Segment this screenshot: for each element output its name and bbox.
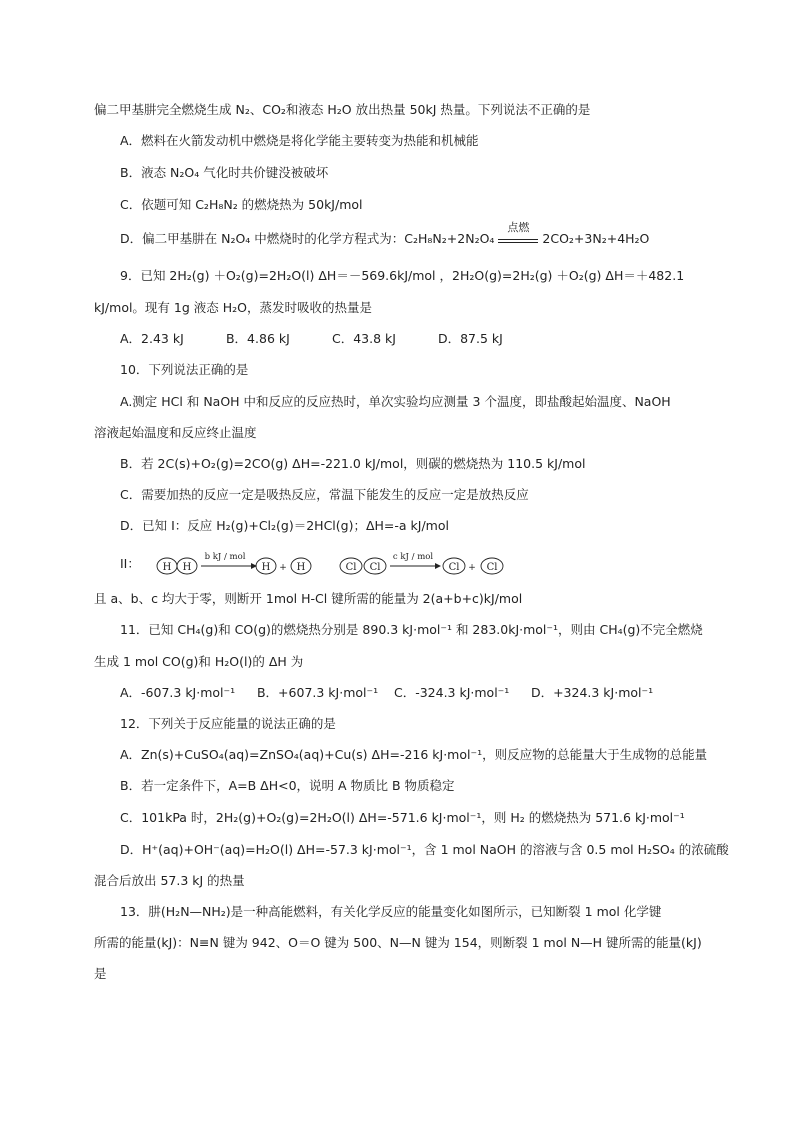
q10-conclusion: 且 a、b、c 均大于零，则断开 1mol H-Cl 键所需的能量为 2(a+b+c)kJ/mol <box>94 591 523 606</box>
q12-option-d-line2: 混合后放出 57.3 kJ 的热量 <box>94 873 245 888</box>
cl-atom-free-2: Cl <box>486 562 498 573</box>
q12-stem: 12．下列关于反应能量的说法正确的是 <box>120 716 336 731</box>
q9-option-c: C．43.8 kJ <box>331 331 396 346</box>
q11-option-b: B．+607.3 kJ·mol⁻¹ <box>256 685 379 700</box>
q11-option-a: A．-607.3 kJ·mol⁻¹ <box>120 685 236 700</box>
q13-stem-line1: 13．肼(H₂N—NH₂)是一种高能燃料，有关化学反应的能量变化如图所示，已知断裂 1 mol 化学键 <box>120 904 662 919</box>
q11-stem-line2: 生成 1 mol CO(g)和 H₂O(l)的 ΔH 为 <box>94 654 304 669</box>
q9-option-a: A．2.43 kJ <box>120 331 184 346</box>
q12-option-a: A．Zn(s)+CuSO₄(aq)=ZnSO₄(aq)+Cu(s) ΔH=-216 kJ·mol⁻¹，则反应物的总能量大于生成物的总能量 <box>120 747 708 762</box>
q11-options <box>120 685 653 701</box>
q9-stem-line1: 9．已知 2H₂(g) ＋O₂(g)=2H₂O(l) ΔH＝－569.6kJ/mol ，2H₂O(g)=2H₂(g) ＋O₂(g) ΔH＝＋482.1 <box>120 268 685 283</box>
q11-option-c: C．-324.3 kJ·mol⁻¹ <box>393 685 510 700</box>
intro-text: 偏二甲基肼完全燃烧生成 N₂、CO₂和液态 H₂O 放出热量 50kJ 热量。下列说法不正确的是 <box>94 102 591 117</box>
h-atom-left: H <box>162 562 172 573</box>
q8-option-b: B．液态 N₂O₄ 气化时共价键没被破坏 <box>120 165 329 180</box>
q10-ii-label: II： <box>120 556 140 571</box>
h-atom-free-1: H <box>261 562 271 573</box>
plus-sign-2: + <box>468 563 476 573</box>
q12-option-b: B．若一定条件下，A=B ΔH<0，说明 A 物质比 B 物质稳定 <box>120 778 455 793</box>
q12-option-d-line1: D．H⁺(aq)+OH⁻(aq)=H₂O(l) ΔH=-57.3 kJ·mol⁻¹，含 1 mol NaOH 的溶液与含 0.5 mol H₂SO₄ 的浓硫酸 <box>120 842 729 857</box>
q9-option-b: B．4.86 kJ <box>225 331 290 346</box>
cl-atom-free-1: Cl <box>448 562 460 573</box>
q10-stem: 10．下列说法正确的是 <box>120 362 249 377</box>
q9-option-d: D．87.5 kJ <box>437 331 503 346</box>
bond-breaking-diagram <box>155 550 515 582</box>
c-energy-label: c kJ / mol <box>392 552 434 562</box>
q13-stem-line3: 是 <box>94 966 107 981</box>
q9-stem-line2: kJ/mol。现有 1g 液态 H₂O，蒸发时吸收的热量是 <box>94 300 372 315</box>
cl-atom-right: Cl <box>369 562 381 573</box>
h-atom-free-2: H <box>296 562 306 573</box>
q12-option-c: C．101kPa 时，2H₂(g)+O₂(g)=2H₂O(l) ΔH=-571.6 kJ·mol⁻¹，则 H₂ 的燃烧热为 571.6 kJ·mol⁻¹ <box>120 810 685 825</box>
q8-option-d <box>120 221 650 247</box>
q10-option-d: D．已知 I：反应 H₂(g)+Cl₂(g)＝2HCl(g)；ΔH=-a kJ/mol <box>120 518 449 533</box>
q13-stem-line2: 所需的能量(kJ)：N≡N 键为 942、O＝O 键为 500、N—N 键为 154，则断裂 1 mol N—H 键所需的能量(kJ) <box>94 935 702 950</box>
q8-option-c: C．依题可知 C₂H₈N₂ 的燃烧热为 50kJ/mol <box>120 197 363 212</box>
q10-option-a-line2: 溶液起始温度和反应终止温度 <box>94 425 257 440</box>
q11-stem-line1: 11．已知 CH₄(g)和 CO(g)的燃烧热分别是 890.3 kJ·mol⁻¹ 和 283.0kJ·mol⁻¹，则由 CH₄(g)不完全燃烧 <box>120 622 703 637</box>
b-energy-label: b kJ / mol <box>204 552 246 562</box>
cl-atom-left: Cl <box>345 562 357 573</box>
ignition-condition: 点燃 <box>507 221 530 234</box>
ignition-arrow <box>498 221 538 243</box>
q9-options <box>120 331 503 347</box>
q8-option-d-products: 2CO₂+3N₂+4H₂O <box>542 231 650 246</box>
q10-option-b: B．若 2C(s)+O₂(g)=2CO(g) ΔH=-221.0 kJ/mol，则碳的燃烧热为 110.5 kJ/mol <box>120 456 586 471</box>
h-atom-right: H <box>182 562 192 573</box>
q8-option-d-reactants: D．偏二甲基肼在 N₂O₄ 中燃烧时的化学方程式为：C₂H₈N₂+2N₂O₄ <box>120 231 495 246</box>
q10-option-c: C．需要加热的反应一定是吸热反应，常温下能发生的反应一定是放热反应 <box>120 487 529 502</box>
plus-sign-1: + <box>279 563 287 573</box>
q10-option-a-line1: A.测定 HCl 和 NaOH 中和反应的反应热时，单次实验均应测量 3 个温度，即盐酸起始温度、NaOH <box>120 394 671 409</box>
q11-option-d: D．+324.3 kJ·mol⁻¹ <box>530 685 654 700</box>
q8-option-a: A．燃料在火箭发动机中燃烧是将化学能主要转变为热能和机械能 <box>120 133 479 148</box>
